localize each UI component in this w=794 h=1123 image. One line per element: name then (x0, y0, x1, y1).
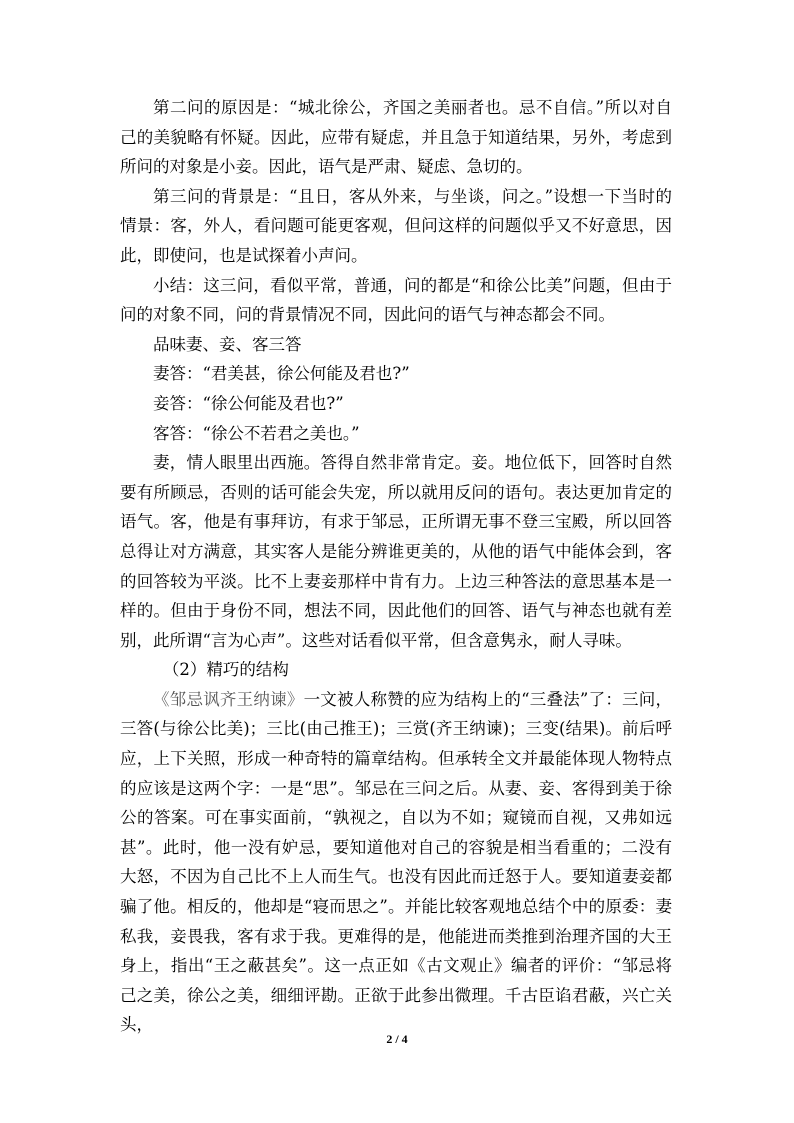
paragraph-answer-analysis: 妻，情人眼里出西施。答得自然非常肯定。妾。地位低下，回答时自然要有所顾忌，否则的话可能会失宠，所以就用反问的语句。表达更加肯定的语气。客，他是有事拜访，有求于邹忌，正所谓无事不登三宝殿，所以回答总得让对方满意，其实客人是能分辨谁更美的，从他的语气中能体会到，客的回答较为平淡。比不上妻妾那样中肯有力。上边三种答法的意思基本是一样的。但由于身份不同，想法不同，因此他们的回答、语气与神态也就有差别，此所谓“言为心声”。这些对话看似平常，但含意隽永，耐人寻味。 (120, 453, 672, 650)
book-title-reference: 《邹忌讽齐王纳谏》 (153, 689, 304, 709)
paragraph-structure-text: 一文被人称赞的应为结构上的“三叠法”了：三问，三答(与徐公比美)；三比(由己推王)；三赏(齐王纳谏)；三变(结果)。前后呼应，上下关照，形成一种奇特的篇章结构。但承转全文并最能体现人物特点的应该是这两个字：一是“思”。邹忌在三问之后。从妻、妾、客得到美于徐公的答案。可在事实面前，“孰视之，自以为不如；窥镜而自视，又弗如远甚”。此时，他一没有妒忌，要知道他对自己的容貌是相当看重的；二没有大怒，不因为自己比不上人而生气。也没有因此而迁怒于人。要知道妻妾都骗了他。相反的，他却是“寝而思之”。并能比较客观地总结个中的原委：妻私我，妾畏我，客有求于我。更难得的是，他能进而类推到治理齐国的大王身上，指出“王之蔽甚矣”。这一点正如《古文观止》编者的评价：“邹忌将己之美，徐公之美，细细评勘。正欲于此参出微理。千古臣谄君蔽，兴亡关头， (120, 689, 673, 1035)
paragraph-second-question: 第二问的原因是：“城北徐公，齐国之美丽者也。忌不自信。”所以对自己的美貌略有怀疑。因此，应带有疑虑，并且急于知道结果，另外，考虑到所问的对象是小妾。因此，语气是严肃、疑虑、急切的。 (120, 98, 672, 177)
section-heading-structure: （2）精巧的结构 (162, 660, 289, 680)
paragraph-three-answers-heading: 品味妻、妾、客三答 (153, 334, 302, 354)
paragraph-wife-answer: 妻答：“君美甚，徐公何能及君也?” (153, 364, 410, 384)
document-body (120, 93, 672, 1040)
paragraph-third-question: 第三问的背景是：“且日，客从外来，与坐谈，问之。”设想一下当时的情景：客，外人，看问题可能更客观，但问这样的问题似乎又不好意思，因此，即使问，也是试探着小声问。 (120, 186, 672, 265)
paragraph-guest-answer: 客答：“徐公不若君之美也。” (153, 423, 360, 443)
paragraph-concubine-answer: 妾答：“徐公何能及君也?” (153, 393, 344, 413)
page-number: 2 / 4 (386, 1032, 408, 1046)
paragraph-structure-analysis (120, 685, 672, 1040)
paragraph-summary: 小结：这三问，看似平常，普通，问的都是“和徐公比美”问题，但由于问的对象不同，问的背景情况不同，因此问的语气与神态都会不同。 (120, 275, 672, 325)
